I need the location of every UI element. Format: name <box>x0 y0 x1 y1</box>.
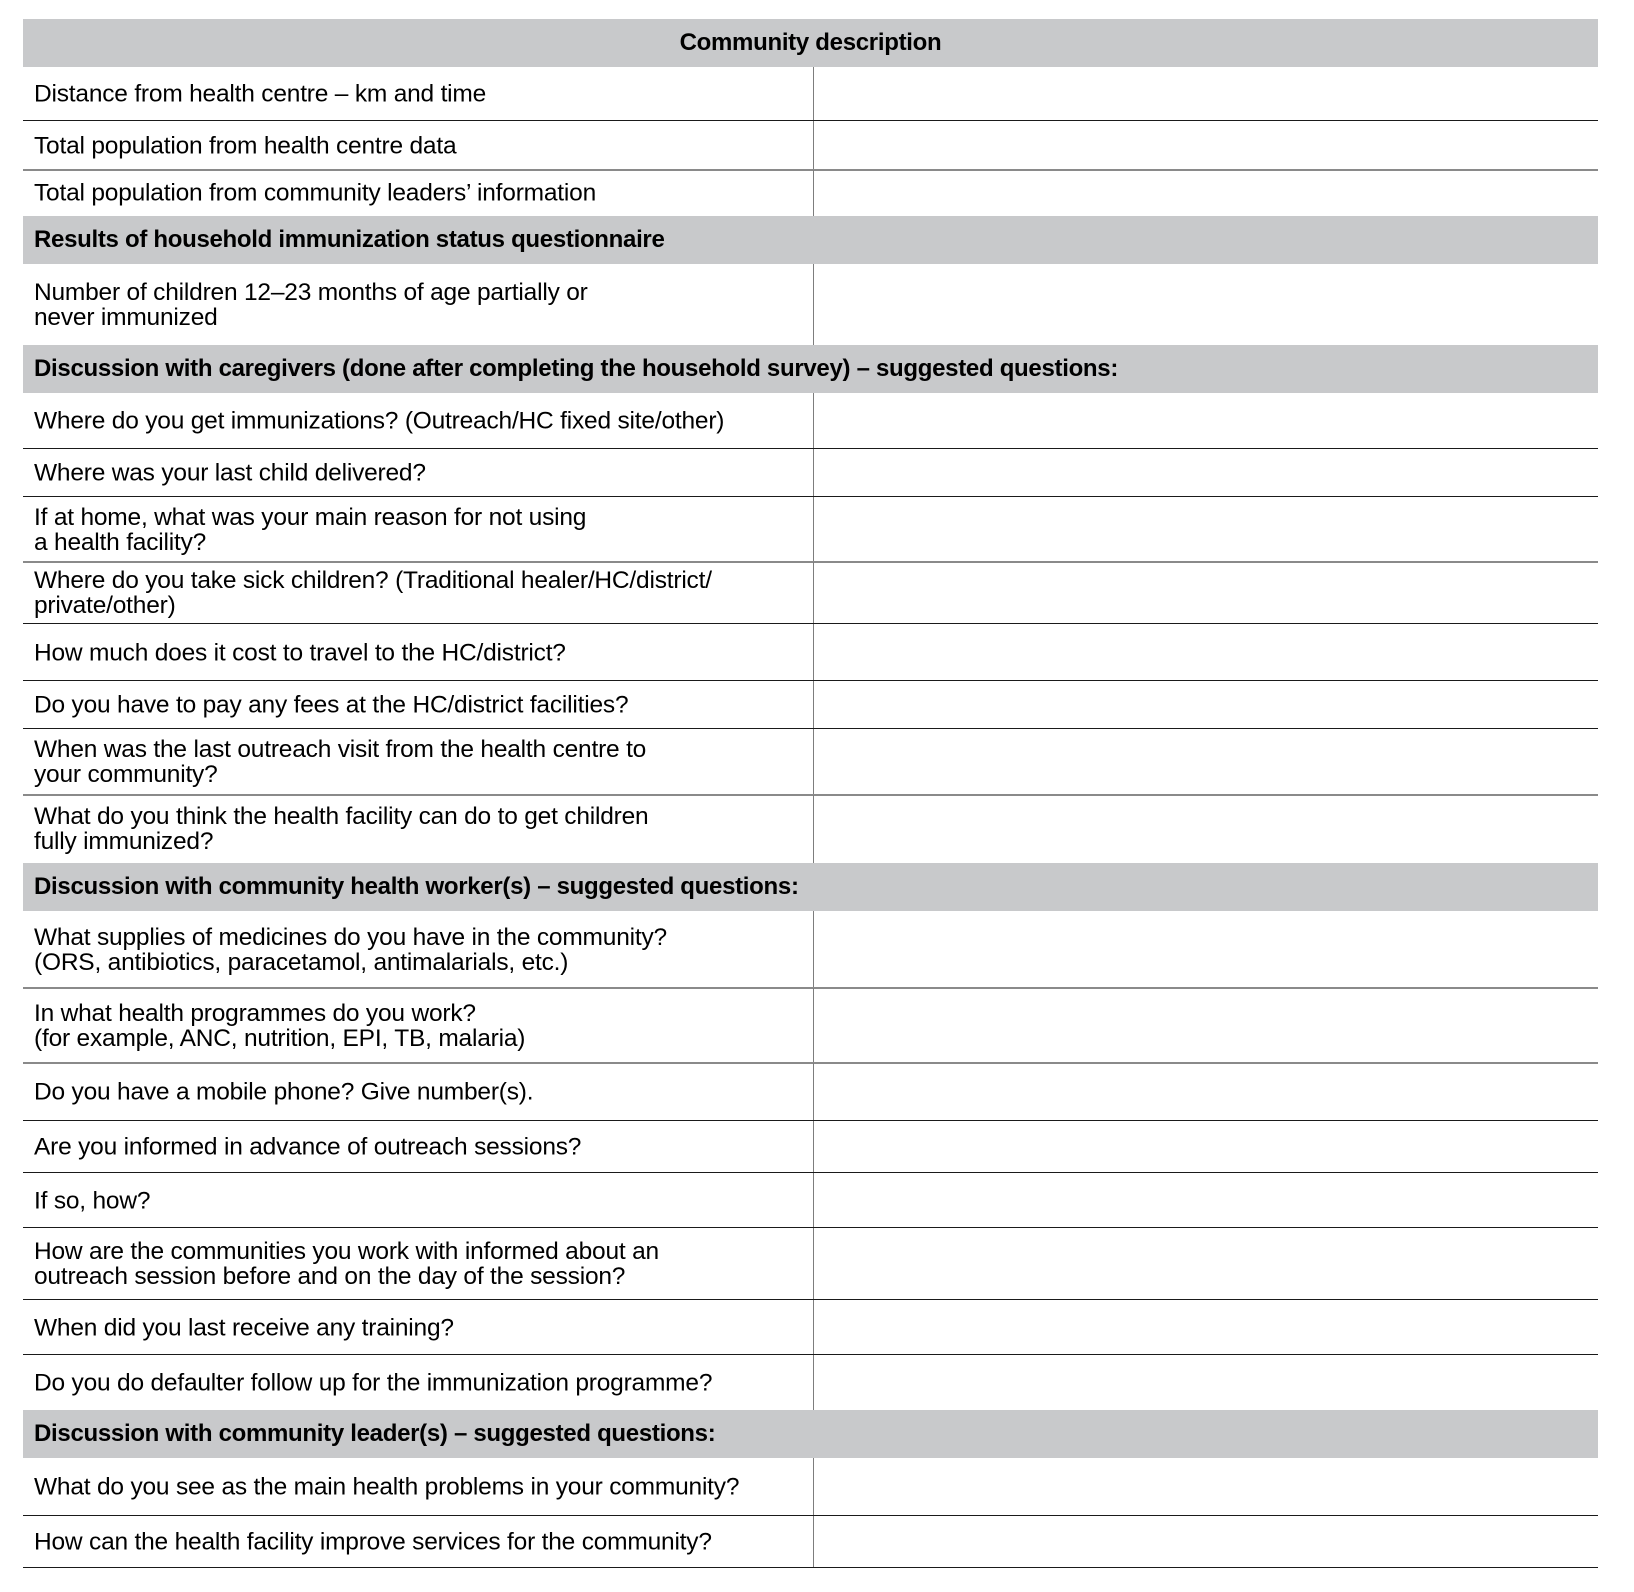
question-label: Total population from community leaders’ information <box>34 179 596 207</box>
question-row <box>23 67 1598 121</box>
question-label: Where do you get immunizations? (Outreach/HC fixed site/other) <box>34 407 725 435</box>
question-label: If so, how? <box>34 1187 151 1214</box>
section-header <box>23 216 1598 264</box>
answer-field[interactable] <box>813 497 1598 562</box>
question-row <box>23 911 1598 988</box>
answer-field[interactable] <box>813 1228 1598 1300</box>
question-row <box>23 393 1598 449</box>
answer-field[interactable] <box>813 624 1598 681</box>
answer-field[interactable] <box>813 729 1598 795</box>
question-label: What do you think the health facility can do to get children fully immunized? <box>34 803 649 855</box>
question-label: Where do you take sick children? (Traditional healer/HC/district/ private/other) <box>34 567 712 619</box>
question-label: How are the communities you work with informed about an outreach session before and on the day of the session? <box>34 1238 659 1290</box>
answer-field[interactable] <box>813 988 1598 1063</box>
question-label: Total population from health centre data <box>34 132 457 159</box>
question-label: When was the last outreach visit from the health centre to your community? <box>34 736 647 788</box>
question-row <box>23 795 1598 863</box>
question-label: If at home, what was your main reason for not using a health facility? <box>34 503 587 556</box>
section-header <box>23 345 1598 393</box>
question-label: Are you informed in advance of outreach sessions? <box>34 1133 582 1161</box>
question-row <box>23 988 1598 1063</box>
section-header <box>23 863 1598 911</box>
question-row <box>23 1355 1598 1410</box>
section-heading: Discussion with caregivers (done after completing the household survey) – suggested questions: <box>34 355 1119 382</box>
answer-field[interactable] <box>813 1458 1598 1516</box>
section-heading: Discussion with community leader(s) – suggested questions: <box>34 1420 716 1447</box>
answer-field[interactable] <box>813 1063 1598 1121</box>
answer-field[interactable] <box>813 264 1598 345</box>
answer-field[interactable] <box>813 1300 1598 1355</box>
answer-field[interactable] <box>813 1173 1598 1228</box>
question-label: When did you last receive any training? <box>34 1314 454 1341</box>
question-label: Where was your last child delivered? <box>34 459 426 487</box>
answer-field[interactable] <box>813 393 1598 449</box>
question-row <box>23 264 1598 345</box>
answer-field[interactable] <box>813 681 1598 729</box>
question-label: Do you have a mobile phone? Give number(s). <box>34 1078 534 1106</box>
question-row <box>23 497 1598 562</box>
question-row <box>23 681 1598 729</box>
question-row <box>23 624 1598 681</box>
answer-field[interactable] <box>813 67 1598 121</box>
answer-field[interactable] <box>813 1121 1598 1173</box>
question-label: How much does it cost to travel to the HC/district? <box>34 639 566 666</box>
section-heading: Discussion with community health worker(s) – suggested questions: <box>34 873 799 900</box>
question-row <box>23 121 1598 170</box>
question-row <box>23 1173 1598 1228</box>
question-row <box>23 449 1598 497</box>
question-row <box>23 562 1598 624</box>
question-row <box>23 1228 1598 1300</box>
question-row <box>23 1300 1598 1355</box>
question-label: Number of children 12–23 months of age partially or never immunized <box>34 278 588 331</box>
question-row <box>23 729 1598 795</box>
community-assessment-form <box>23 19 1598 1569</box>
section-header <box>23 1410 1598 1458</box>
section-heading: Results of household immunization status questionnaire <box>34 226 665 253</box>
question-label: What do you see as the main health problems in your community? <box>34 1473 740 1501</box>
question-label: What supplies of medicines do you have in the community? (ORS, antibiotics, paracetamol, antimalarials, etc.) <box>34 923 667 976</box>
question-label: Distance from health centre – km and time <box>34 80 487 108</box>
question-row <box>23 1063 1598 1121</box>
section-heading: Community description <box>679 29 942 56</box>
answer-field[interactable] <box>813 562 1598 624</box>
question-row <box>23 1458 1598 1516</box>
section-header <box>23 19 1598 67</box>
answer-field[interactable] <box>813 170 1598 216</box>
question-label: Do you have to pay any fees at the HC/district facilities? <box>34 691 629 719</box>
question-label: Do you do defaulter follow up for the immunization programme? <box>34 1369 713 1396</box>
question-label: How can the health facility improve services for the community? <box>34 1528 712 1556</box>
question-row <box>23 1121 1598 1173</box>
answer-field[interactable] <box>813 1355 1598 1410</box>
answer-field[interactable] <box>813 911 1598 988</box>
question-row <box>23 1516 1598 1568</box>
answer-field[interactable] <box>813 121 1598 170</box>
question-row <box>23 170 1598 216</box>
answer-field[interactable] <box>813 449 1598 497</box>
question-label: In what health programmes do you work? (for example, ANC, nutrition, EPI, TB, malaria) <box>34 999 526 1052</box>
row-divider <box>23 1567 1598 1568</box>
answer-field[interactable] <box>813 1516 1598 1568</box>
answer-field[interactable] <box>813 795 1598 863</box>
